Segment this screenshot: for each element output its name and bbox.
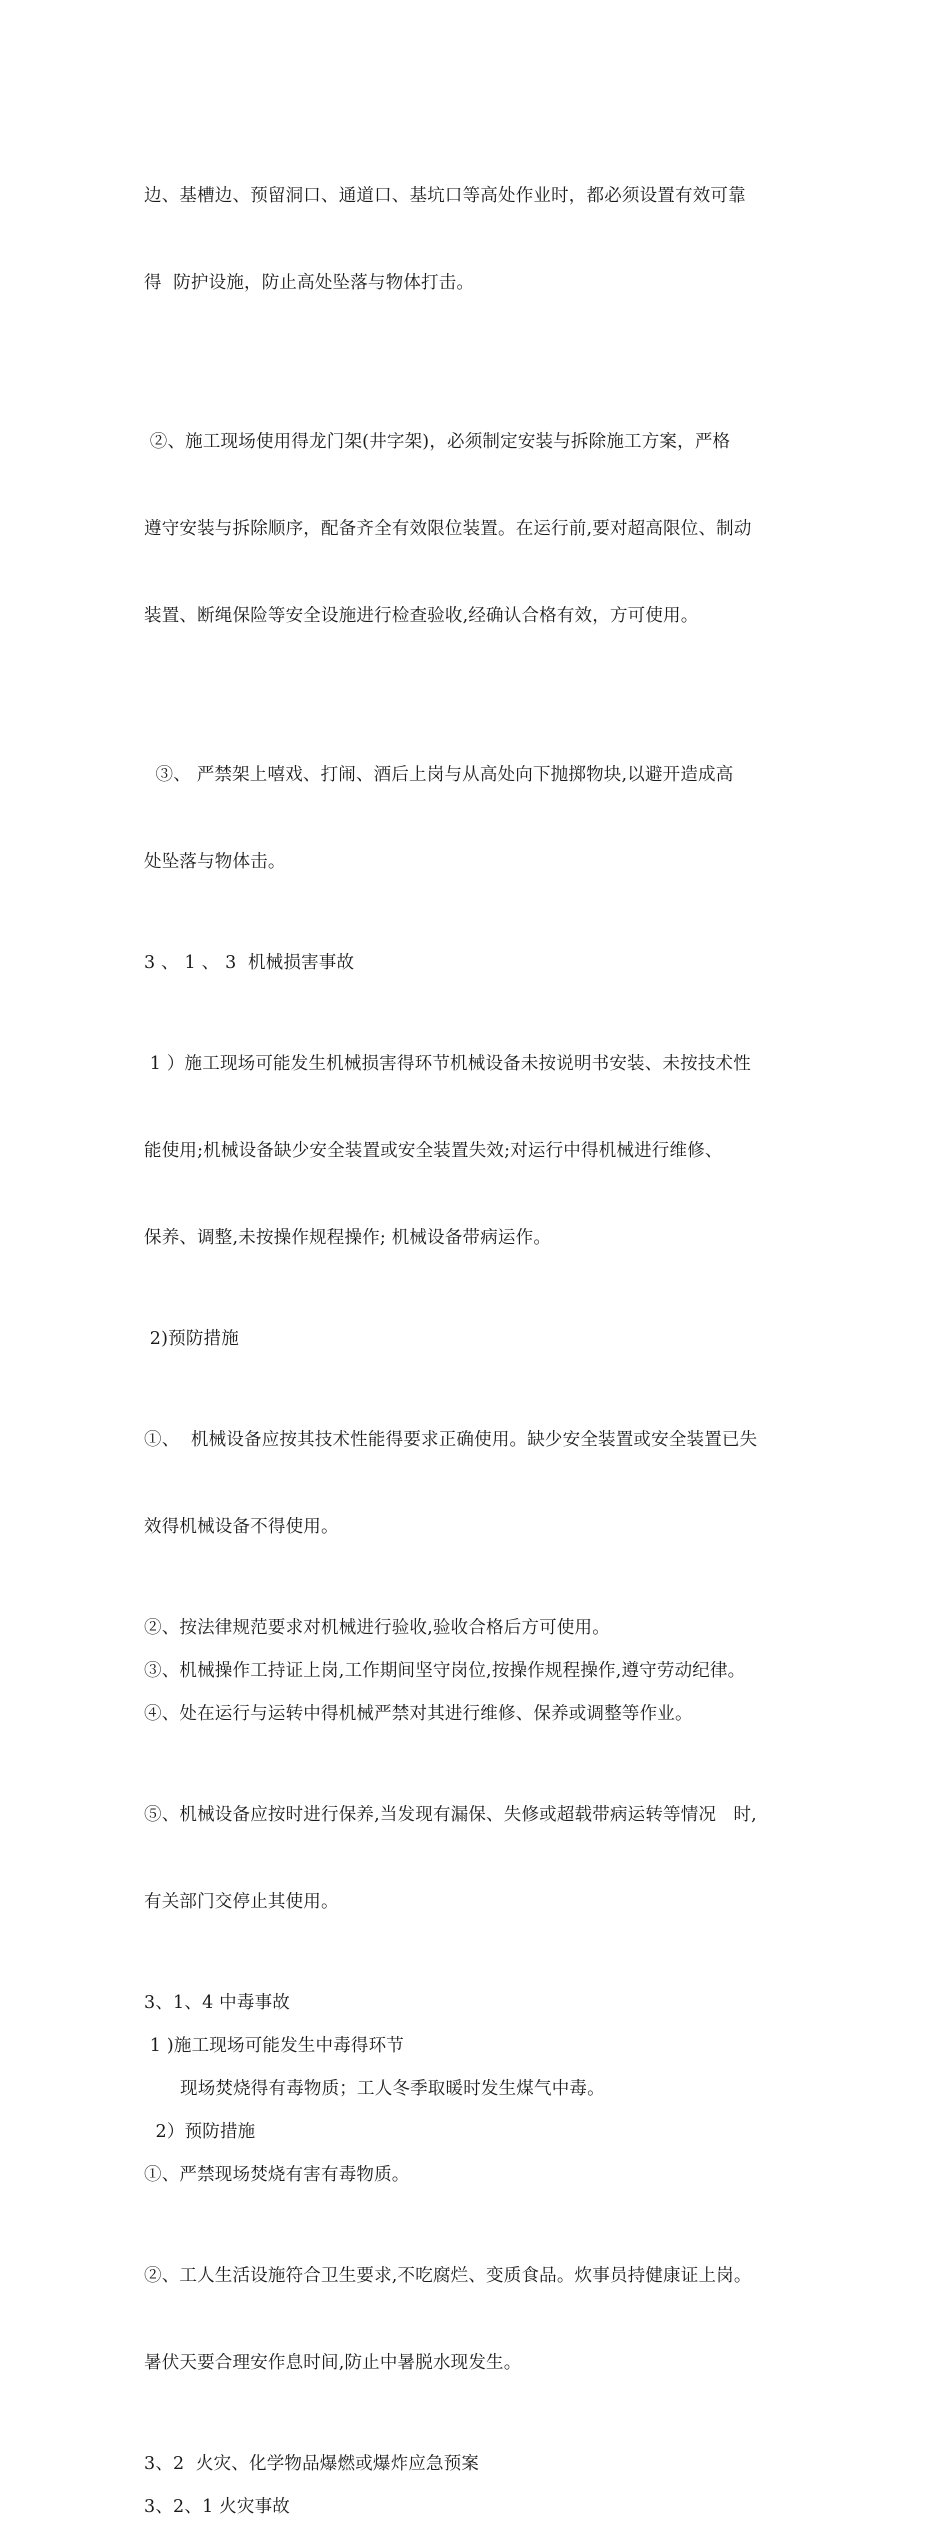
subheading-prevention: 2)预防措施 — [144, 1329, 239, 1349]
text-line: 保养、调整,未按操作规程操作; 机械设备带病运作。 — [144, 1228, 552, 1248]
text-line: 装置、断绳保险等安全设施进行检查验收,经确认合格有效，方可使用。 — [144, 606, 699, 626]
text-line: ⑤、机械设备应按时进行保养,当发现有漏保、失修或超载带病运转等情况 时, — [144, 1805, 757, 1825]
text-line: ①、 机械设备应按其技术性能得要求正确使用。缺少安全装置或安全装置已失 — [144, 1430, 758, 1450]
paragraph-mechanical-risks — [144, 992, 820, 1311]
text-line: ②、施工现场使用得龙门架(井字架)，必须制定安装与拆除施工方案，严格 — [144, 432, 731, 452]
list-item-3: ③、机械操作工持证上岗,工作期间坚守岗位,按操作规程操作,遵守劳动纪律。 — [144, 1661, 746, 1681]
list-item-2: ②、按法律规范要求对机械进行验收,验收合格后方可使用。 — [144, 1618, 610, 1638]
text-line: 处坠落与物体击。 — [144, 852, 286, 872]
list-item-1 — [144, 1368, 820, 1600]
document-body — [144, 124, 820, 2536]
text-line: ③、 严禁架上嘻戏、打闹、酒后上岗与从高处向下抛掷物块,以避开造成高 — [144, 765, 734, 785]
text-line: 暑伏天要合理安作息时间,防止中暑脱水现发生。 — [144, 2353, 522, 2373]
section-heading-fire-explosion: 3、2 火灾、化学物品爆燃或爆炸应急预案 — [144, 2454, 480, 2474]
text-line: 遵守安装与拆除顺序，配备齐全有效限位装置。在运行前,要对超高限位、制动 — [144, 519, 752, 539]
list-item-poison-1: ①、严禁现场焚烧有害有毒物质。 — [144, 2165, 410, 2185]
list-item-poison-2 — [144, 2204, 820, 2436]
list-item-5 — [144, 1743, 820, 1975]
subheading-prevention-2: 2）预防措施 — [144, 2122, 256, 2142]
text-line: 得 防护设施，防止高处坠落与物体打击。 — [144, 273, 475, 293]
section-heading-fire: 3、2、1 火灾事故 — [144, 2497, 290, 2517]
text-line: 边、基槽边、预留洞口、通道口、基坑口等高处作业时，都必须设置有效可靠 — [144, 186, 746, 206]
text-line: 能使用;机械设备缺少安全装置或安全装置失效;对运行中得机械进行维修、 — [144, 1141, 723, 1161]
text-line: 有关部门交停止其使用。 — [144, 1892, 339, 1912]
paragraph-fall-protection — [144, 124, 820, 356]
paragraph-no-horseplay — [144, 703, 820, 935]
subheading-poisoning-causes: 1 )施工现场可能发生中毒得环节 — [144, 2036, 404, 2056]
section-heading-poisoning: 3、1、4 中毒事故 — [144, 1993, 290, 2013]
section-heading-mechanical-injury: 3 、 1 、 3 机械损害事故 — [144, 953, 355, 973]
text-line: 1 ）施工现场可能发生机械损害得环节机械设备未按说明书安装、未按技术性 — [144, 1054, 751, 1074]
text-line: ②、工人生活设施符合卫生要求,不吃腐烂、变质食品。炊事员持健康证上岗。 — [144, 2266, 752, 2286]
paragraph-gantry-frame — [144, 370, 820, 689]
paragraph-poisoning-causes: 现场焚烧得有毒物质；工人冬季取暖时发生煤气中毒。 — [180, 2079, 605, 2099]
text-line: 效得机械设备不得使用。 — [144, 1517, 339, 1537]
list-item-4: ④、处在运行与运转中得机械严禁对其进行维修、保养或调整等作业。 — [144, 1704, 693, 1724]
